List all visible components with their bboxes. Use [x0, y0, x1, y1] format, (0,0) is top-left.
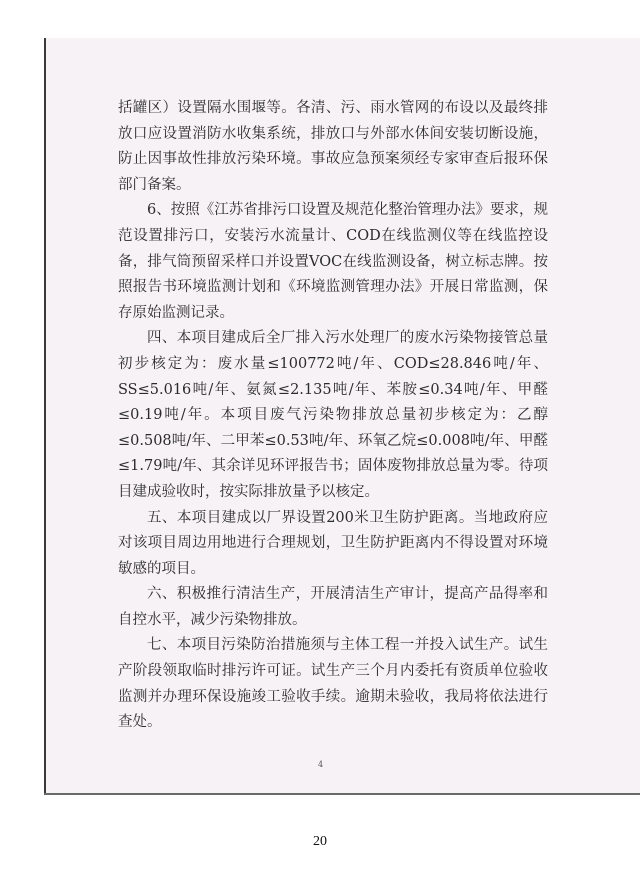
paragraph-section-4: 四、本项目建成后全厂排入污水处理厂的废水污染物接管总量初步核定为：废水量≤100772吨/年、COD≤28.846吨/年、SS≤5.016吨/年、氨氮≤2.135吨/年、苯胺≤0.34吨/年、甲醛≤0.19吨/年。本项目废气污染物排放总量初步核定为：乙醇≤0.508吨/年、二甲苯≤0.53吨/年、环氧乙烷≤0.008吨/年、甲醛≤1.79吨/年、其余详见环评报告书；固体废物排放总量为零。待项目建成验收时，按实际排放量予以核定。	[118, 330, 548, 500]
document-body	[118, 96, 548, 736]
paragraph-continuation: 括罐区）设置隔水围堰等。各清、污、雨水管网的布设以及最终排放口应设置消防水收集系统，排放口与外部水体间安装切断设施，防止因事故性排放污染环境。事故应急预案须经专家审查后报环保部门备案。	[118, 100, 548, 193]
paragraph-section-6: 六、积极推行清洁生产，开展清洁生产审计，提高产品得率和自控水平，减少污染物排放。	[118, 586, 548, 628]
inner-page-number: 4	[318, 760, 324, 769]
page-number: 20	[313, 834, 327, 849]
scan-bottom-edge	[44, 793, 640, 795]
scan-left-edge	[44, 38, 46, 795]
paragraph-section-7: 七、本项目污染防治措施须与主体工程一并投入试生产。试生产阶段领取临时排污许可证。试生产三个月内委托有资质单位验收监测并办理环保设施竣工验收手续。逾期未验收，我局将依法进行查处。	[118, 637, 548, 731]
paragraph-item-6: 6、按照《江苏省排污口设置及规范化整治管理办法》要求，规范设置排污口，安装污水流量计、COD在线监测仪等在线监控设备，排气筒预留采样口并设置VOC在线监测设备，树立标志牌。按照报告书环境监测计划和《环境监测管理办法》开展日常监测，保存原始监测记录。	[118, 202, 548, 321]
paragraph-section-5: 五、本项目建成以厂界设置200米卫生防护距离。当地政府应对该项目周边用地进行合理规划，卫生防护距离内不得设置对环境敏感的项目。	[118, 509, 548, 577]
